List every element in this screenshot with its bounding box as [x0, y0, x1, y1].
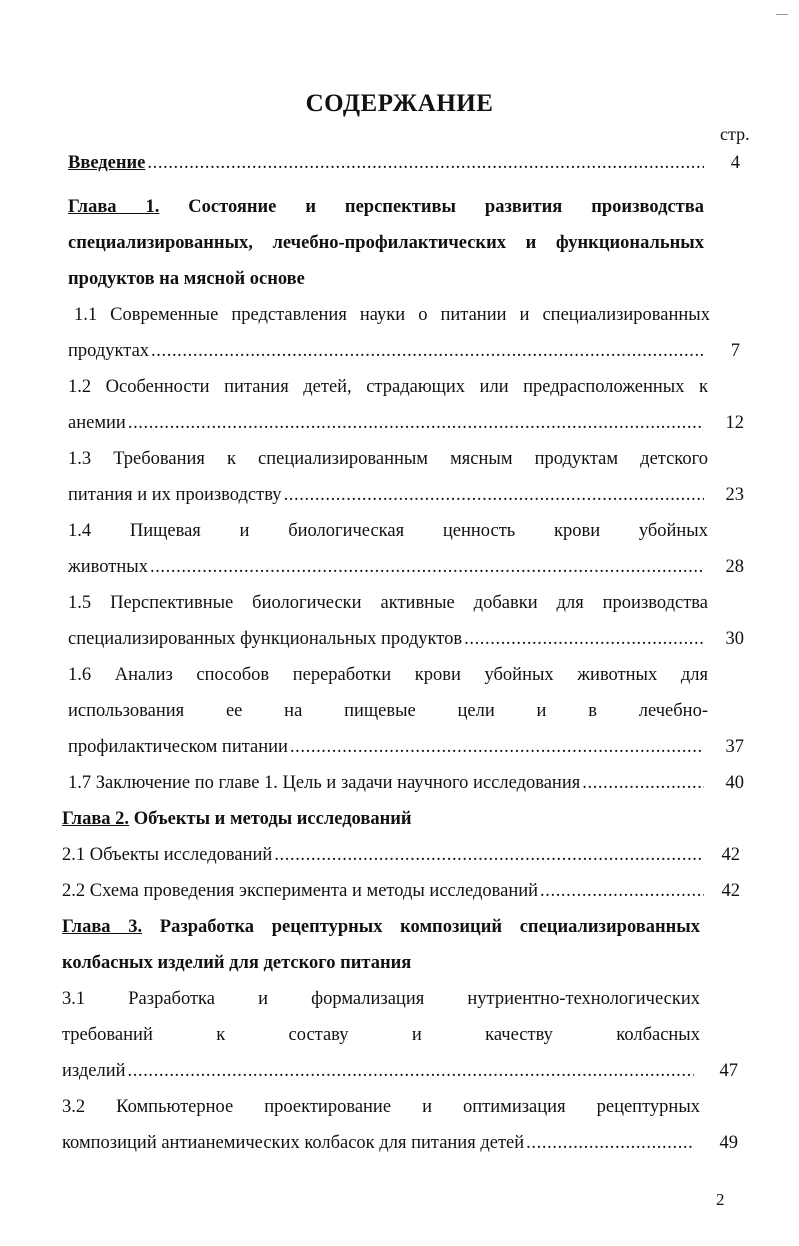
toc-section-1-6-line-2: использования ее на пищевые цели и в лечебно- — [68, 701, 708, 721]
toc-section-3-2-page: 49 — [719, 1133, 738, 1153]
page-number: 2 — [716, 1190, 725, 1209]
toc-chapter-3-title-1: Разработка рецептурных композиций специализированных — [159, 917, 700, 937]
toc-section-2-1[interactable] — [62, 842, 704, 868]
toc-section-3-2-line-1[interactable]: 3.2 Компьютерное проектирование и оптимизация рецептурных — [62, 1097, 700, 1117]
page-column-label: стр. — [720, 124, 750, 144]
toc-section-1-1-page: 7 — [730, 341, 740, 361]
toc-section-1-6-text: профилактическом питании — [68, 737, 288, 757]
toc-section-1-1-line-2[interactable] — [68, 338, 704, 364]
toc-chapter-2[interactable] — [62, 806, 702, 832]
toc-section-1-6-line-3[interactable] — [68, 734, 704, 760]
toc-chapter-1-label: Глава 1. — [68, 197, 160, 217]
toc-chapter-2-label: Глава 2. — [62, 809, 130, 829]
toc-section-1-4-line-1[interactable]: 1.4 Пищевая и биологическая ценность крови убойных — [68, 521, 708, 541]
toc-section-1-5-line-1[interactable]: 1.5 Перспективные биологически активные добавки для производства — [68, 593, 708, 613]
toc-section-1-3-text: питания и их производству — [68, 485, 282, 505]
toc-section-3-2-line-2[interactable] — [62, 1130, 694, 1156]
toc-section-1-4-line-2[interactable] — [68, 554, 704, 580]
toc-intro[interactable] — [68, 150, 704, 176]
toc-section-1-2-line-1[interactable]: 1.2 Особенности питания детей, страдающих или предрасположенных к — [68, 377, 708, 397]
toc-section-2-2[interactable] — [62, 878, 704, 904]
toc-section-1-7-page: 40 — [725, 773, 744, 793]
toc-chapter-1-line-3: продуктов на мясной основе — [68, 269, 305, 289]
toc-section-1-1-line-1[interactable]: 1.1 Современные представления науки о питании и специализированных — [74, 305, 710, 325]
toc-section-1-5-page: 30 — [725, 629, 744, 649]
toc-chapter-3-label: Глава 3. — [62, 917, 143, 937]
toc-section-1-5-text: специализированных функциональных продуктов — [68, 629, 463, 649]
toc-section-1-1-text: продуктах — [68, 341, 150, 361]
toc-chapter-3-line-2: колбасных изделий для детского питания — [62, 953, 412, 973]
toc-section-1-7[interactable] — [68, 770, 704, 796]
scan-mark — [776, 14, 788, 15]
toc-chapter-1-title-1: Состояние и перспективы развития производства — [188, 197, 704, 217]
toc-section-3-1-page: 47 — [719, 1061, 738, 1081]
page-title: СОДЕРЖАНИЕ — [305, 90, 494, 117]
toc-section-2-2-text: 2.2 Схема проведения эксперимента и методы исследований — [62, 881, 539, 901]
toc-section-2-1-text: 2.1 Объекты исследований — [62, 845, 273, 865]
toc-section-3-1-text: изделий — [62, 1061, 126, 1081]
toc-section-1-6-line-1[interactable]: 1.6 Анализ способов переработки крови убойных животных для — [68, 665, 708, 685]
toc-section-1-3-page: 23 — [725, 485, 744, 505]
toc-section-1-4-page: 28 — [725, 557, 744, 577]
toc-chapter-2-title: Объекты и методы исследований — [133, 809, 412, 829]
toc-section-1-3-line-2[interactable] — [68, 482, 704, 508]
toc-section-1-6-page: 37 — [725, 737, 744, 757]
toc-section-3-1-line-2: требований к составу и качеству колбасных — [62, 1025, 700, 1045]
toc-section-3-1-line-1[interactable]: 3.1 Разработка и формализация нутриентно-технологических — [62, 989, 700, 1009]
toc-chapter-1-line-1[interactable] — [68, 194, 704, 220]
toc-section-1-3-line-1[interactable]: 1.3 Требования к специализированным мясным продуктам детского — [68, 449, 708, 469]
toc-section-1-2-text: анемии — [68, 413, 126, 433]
toc-section-1-2-page: 12 — [725, 413, 744, 433]
toc-chapter-1-line-2: специализированных, лечебно-профилактических и функциональных — [68, 233, 704, 253]
toc-section-3-2-text: композиций антианемических колбасок для питания детей — [62, 1133, 525, 1153]
toc-section-1-4-text: животных — [68, 557, 148, 577]
toc-section-2-1-page: 42 — [721, 845, 740, 865]
toc-intro-page: 4 — [730, 153, 740, 173]
toc-section-1-2-line-2[interactable] — [68, 410, 704, 436]
toc-section-1-5-line-2[interactable] — [68, 626, 704, 652]
toc-section-1-7-text: 1.7 Заключение по главе 1. Цель и задачи научного исследования — [68, 773, 581, 793]
toc-intro-label: Введение — [68, 153, 146, 173]
toc-chapter-3-line-1[interactable] — [62, 914, 700, 940]
toc-section-2-2-page: 42 — [721, 881, 740, 901]
toc-section-3-1-line-3[interactable] — [62, 1058, 694, 1084]
